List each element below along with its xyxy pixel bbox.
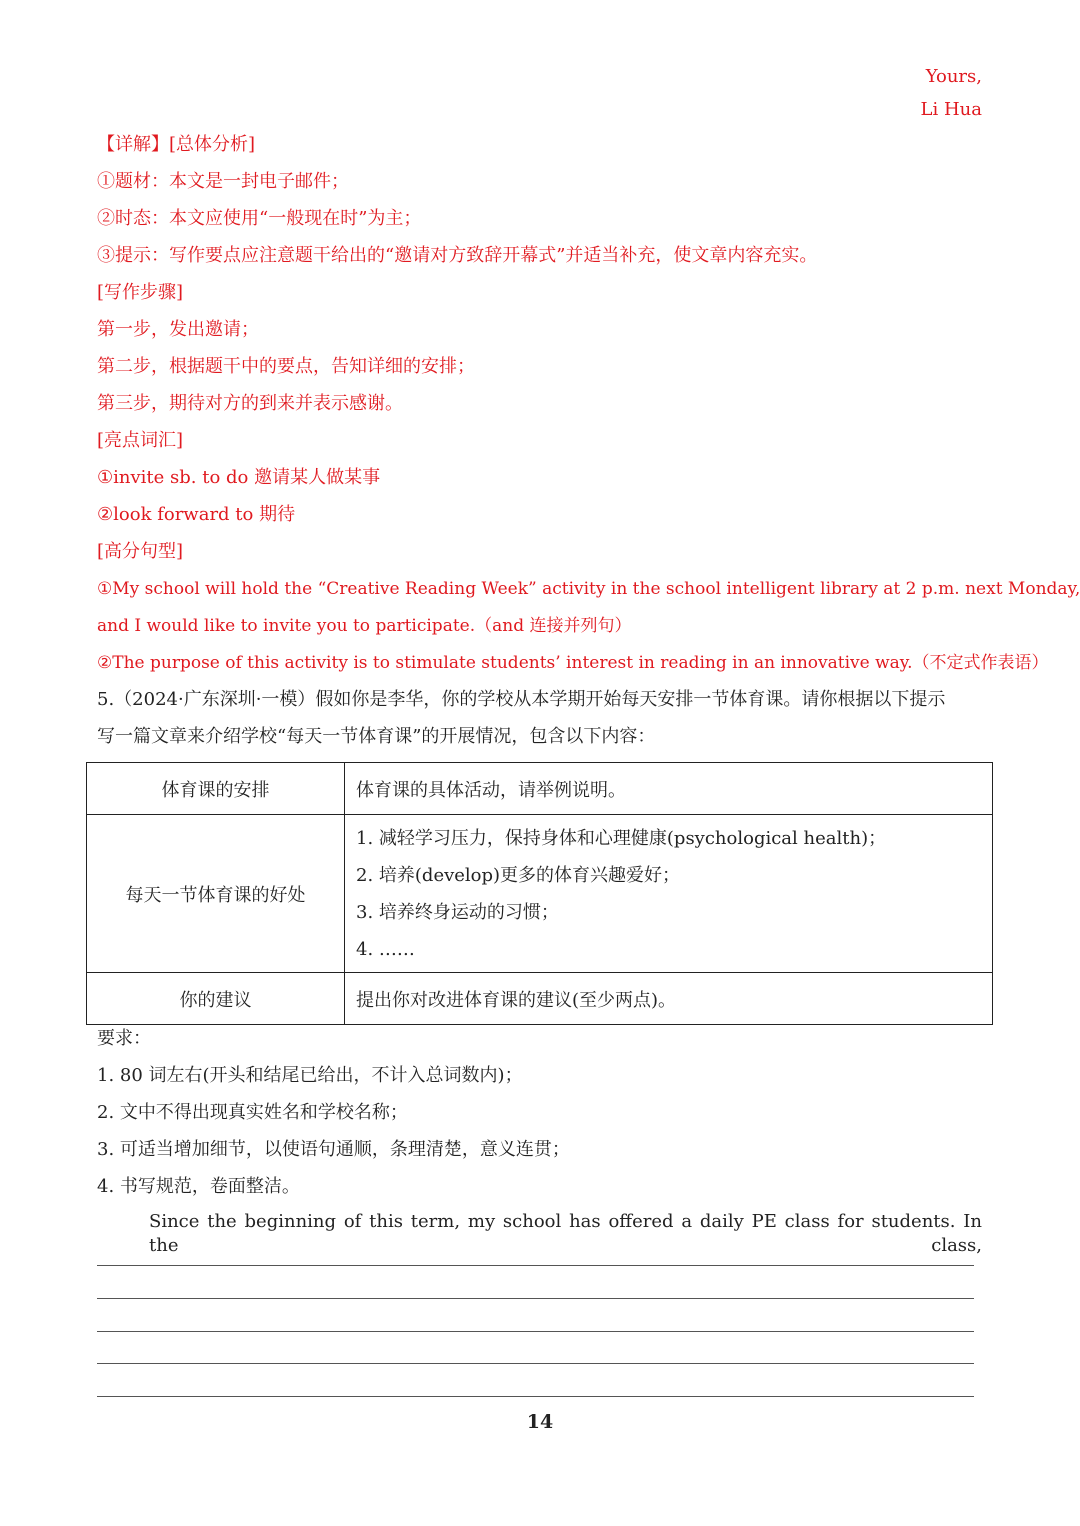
letter-closing: Yours, bbox=[925, 66, 982, 87]
sentence-item: ①My school will hold the “Creative Reading Week” activity in the school intelligent library at 2 p.m. next Monday, bbox=[97, 579, 1080, 599]
sentence-item: and I would like to invite you to participate.（and 连接并列句） bbox=[97, 616, 632, 636]
step-item: 第一步，发出邀请； bbox=[97, 319, 259, 340]
requirements-heading: 要求： bbox=[97, 1028, 151, 1049]
table-cell-label: 体育课的安排 bbox=[87, 763, 345, 815]
letter-signature: Li Hua bbox=[920, 99, 982, 120]
table-row bbox=[87, 815, 993, 973]
table-cell-content: 体育课的具体活动，请举例说明。 bbox=[345, 763, 993, 815]
benefit-item: 2. 培养(develop)更多的体育兴趣爱好； bbox=[356, 864, 681, 886]
sentence-item: ②The purpose of this activity is to stimulate students’ interest in reading in an innovative way.（不定式作表语） bbox=[97, 653, 1049, 673]
table-row bbox=[87, 763, 993, 815]
table-cell-label: 每天一节体育课的好处 bbox=[87, 815, 345, 973]
writing-line[interactable] bbox=[97, 1363, 974, 1364]
table-cell-list bbox=[345, 815, 993, 973]
table-cell-label: 你的建议 bbox=[87, 973, 345, 1025]
vocab-heading: [亮点词汇] bbox=[97, 430, 184, 451]
requirement-item: 1. 80 词左右(开头和结尾已给出，不计入总词数内)； bbox=[97, 1065, 523, 1086]
vocab-item: ②look forward to 期待 bbox=[97, 504, 296, 525]
step-item: 第三步，期待对方的到来并表示感谢。 bbox=[97, 393, 403, 414]
requirement-item: 3. 可适当增加细节，以使语句通顺，条理清楚，意义连贯； bbox=[97, 1139, 570, 1160]
sentences-heading: [高分句型] bbox=[97, 541, 184, 562]
requirements-table bbox=[86, 762, 993, 1025]
analysis-point: ①题材：本文是一封电子邮件； bbox=[97, 171, 349, 192]
writing-line[interactable] bbox=[97, 1396, 974, 1397]
requirement-item: 4. 书写规范，卷面整洁。 bbox=[97, 1176, 300, 1197]
writing-line[interactable] bbox=[97, 1298, 974, 1299]
benefit-item: 3. 培养终身运动的习惯； bbox=[356, 901, 559, 923]
page-number: 14 bbox=[526, 1411, 554, 1433]
question-prompt: 5.（2024·广东深圳·一模）假如你是李华，你的学校从本学期开始每天安排一节体育课。请你根据以下提示 bbox=[97, 689, 946, 710]
step-item: 第二步，根据题干中的要点，告知详细的安排； bbox=[97, 356, 475, 377]
analysis-point: ②时态：本文应使用“一般现在时”为主； bbox=[97, 208, 422, 229]
writing-line[interactable] bbox=[97, 1265, 974, 1266]
benefit-item: 1. 减轻学习压力，保持身体和心理健康(psychological health)； bbox=[356, 827, 887, 849]
question-prompt-continued: 写一篇文章来介绍学校“每天一节体育课”的开展情况，包含以下内容： bbox=[97, 726, 656, 747]
analysis-heading: 【详解】[总体分析] bbox=[97, 134, 256, 155]
essay-opening: Since the beginning of this term, my school has offered a daily PE class for students. In the class, bbox=[149, 1211, 982, 1256]
requirement-item: 2. 文中不得出现真实姓名和学校名称； bbox=[97, 1102, 408, 1123]
writing-line[interactable] bbox=[97, 1331, 974, 1332]
analysis-point: ③提示：写作要点应注意题干给出的“邀请对方致辞开幕式”并适当补充，使文章内容充实。 bbox=[97, 245, 818, 266]
table-row bbox=[87, 973, 993, 1025]
vocab-item: ①invite sb. to do 邀请某人做某事 bbox=[97, 467, 381, 488]
steps-heading: [写作步骤] bbox=[97, 282, 184, 303]
table-cell-content: 提出你对改进体育课的建议(至少两点)。 bbox=[345, 973, 993, 1025]
benefit-item: 4. …… bbox=[356, 938, 415, 960]
